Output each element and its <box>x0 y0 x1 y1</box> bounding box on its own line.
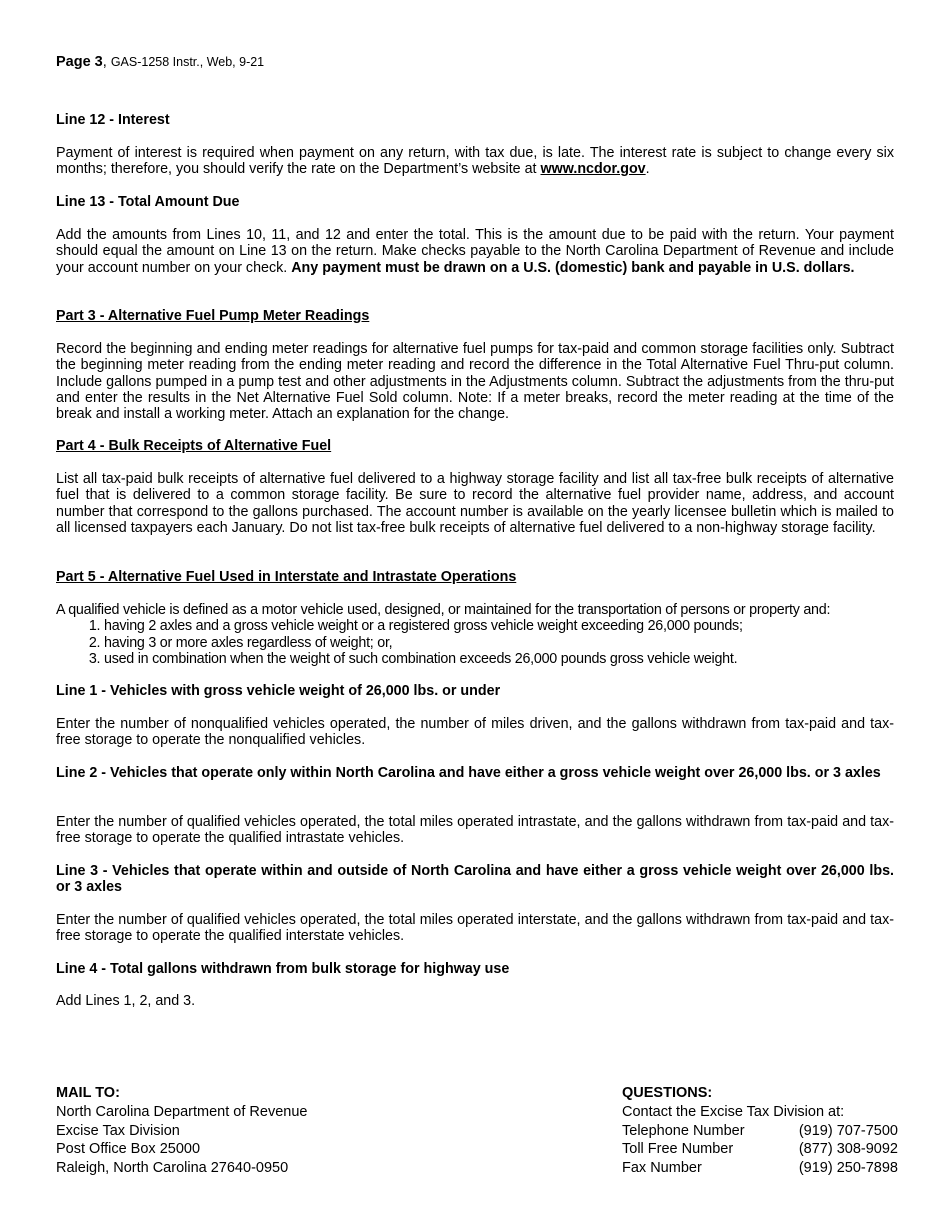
line12-heading: Line 12 - Interest <box>56 112 170 128</box>
contact-value: (877) 308-9092 <box>798 1141 898 1158</box>
mail-address-line: Post Office Box 25000 <box>56 1141 201 1158</box>
page-number: Page 3 <box>56 54 103 70</box>
p5-line3-heading: Line 3 - Vehicles that operate within and outside of North Carolina and have either a gross vehicle weight over 26,000 lbs. or 3 axles <box>56 863 894 896</box>
contact-label: Toll Free Number <box>622 1141 734 1158</box>
list-item: 2. having 3 or more axles regardless of weight; or, <box>104 635 894 651</box>
ncdor-website-link[interactable]: www.ncdor.gov <box>540 161 646 178</box>
contact-value: (919) 250-7898 <box>798 1160 898 1177</box>
mail-address-line: North Carolina Department of Revenue <box>56 1103 308 1120</box>
questions-heading: QUESTIONS: <box>622 1085 713 1101</box>
mail-address-line: Excise Tax Division <box>56 1122 180 1139</box>
questions-block <box>622 1084 898 1178</box>
questions-intro: Contact the Excise Tax Division at: <box>622 1103 845 1120</box>
mail-to-block <box>56 1084 307 1178</box>
part5-intro <box>56 602 894 667</box>
contact-value: (919) 707-7500 <box>798 1122 898 1139</box>
contact-label: Telephone Number <box>622 1122 745 1139</box>
line12-body: Payment of interest is required when payment on any return, with tax due, is late. The interest rate is subject to change every six months; therefore, you should verify the rate on the Department’s website at <box>56 145 894 178</box>
line13-text <box>56 227 894 276</box>
p5-line2-heading: Line 2 - Vehicles that operate only within North Carolina and have either a gross vehicle weight over 26,000 lbs. or 3 axles <box>56 765 881 781</box>
line12-end: . <box>645 161 650 178</box>
p5-line1-text: Enter the number of nonqualified vehicles operated, the number of miles driven, and the gallons withdrawn from tax-paid and tax-free storage to operate the nonqualified vehicles. <box>56 716 894 749</box>
document-id: GAS-1258 Instr., Web, 9-21 <box>110 55 265 69</box>
p5-line4-heading: Line 4 - Total gallons withdrawn from bulk storage for highway use <box>56 961 510 977</box>
part5-intro-text: A qualified vehicle is defined as a motor vehicle used, designed, or maintained for the transportation of persons or property and: <box>56 602 831 618</box>
part4-heading: Part 4 - Bulk Receipts of Alternative Fuel <box>56 438 332 454</box>
p5-line2-text: Enter the number of qualified vehicles operated, the total miles operated intrastate, and the gallons withdrawn from tax-paid and tax-free storage to operate the qualified intrastate vehicles. <box>56 814 894 847</box>
p5-line4-text: Add Lines 1, 2, and 3. <box>56 993 196 1009</box>
contact-label: Fax Number <box>622 1160 702 1177</box>
line13-body: Add the amounts from Lines 10, 11, and 12 and enter the total. This is the amount due to be paid with the return. Your payment should equal the amount on Line 13 on the return. Make checks payable to the North Carolina Department of Revenue and include your account number on your check. <box>56 227 894 276</box>
part5-heading: Part 5 - Alternative Fuel Used in Interstate and Intrastate Operations <box>56 569 517 585</box>
line13-bold-note: Any payment must be drawn on a U.S. (domestic) bank and payable in U.S. dollars. <box>291 259 855 276</box>
mail-to-heading: MAIL TO: <box>56 1085 120 1101</box>
qualified-vehicle-list <box>56 618 894 667</box>
list-item: 1. having 2 axles and a gross vehicle weight or a registered gross vehicle weight exceeding 26,000 pounds; <box>104 618 894 634</box>
contact-row-toll-free <box>622 1140 898 1159</box>
part3-text: Record the beginning and ending meter readings for alternative fuel pumps for tax-paid and common storage facilities only. Subtract the beginning meter reading from the ending meter reading and record the difference in the Total Alternative Fuel Thru-put column. Include gallons pumped in a pump test and other adjustments in the Adjustments column. Subtract the adjustments from the thru-put and enter the results in the Net Alternative Fuel Sold column. Note: If a meter breaks, record the meter reading at the time of the break and install a working meter. Attach an explanation for the change. <box>56 341 894 423</box>
page-header: Page 3, GAS-1258 Instr., Web, 9-21 <box>56 54 265 70</box>
part3-heading: Part 3 - Alternative Fuel Pump Meter Readings <box>56 308 370 324</box>
p5-line1-heading: Line 1 - Vehicles with gross vehicle weight of 26,000 lbs. or under <box>56 683 501 699</box>
p5-line3-text: Enter the number of qualified vehicles operated, the total miles operated interstate, and the gallons withdrawn from tax-paid and tax-free storage to operate the qualified interstate vehicles. <box>56 912 894 945</box>
line12-text <box>56 145 894 178</box>
mail-address-line: Raleigh, North Carolina 27640-0950 <box>56 1160 289 1177</box>
part4-text: List all tax-paid bulk receipts of alternative fuel delivered to a highway storage facility and list all tax-free bulk receipts of alternative fuel that is delivered to a common storage facility. Be sure to record the alternative fuel provider name, address, and account number that correspond to the gallons purchased. The account number is available on the yearly licensee bulletin which is mailed to all licensed taxpayers each January. Do not list tax-free bulk receipts of alternative fuel delivered to a non-highway storage facility. <box>56 471 894 536</box>
line13-heading: Line 13 - Total Amount Due <box>56 194 240 210</box>
contact-row-fax <box>622 1159 898 1178</box>
list-item: 3. used in combination when the weight of such combination exceeds 26,000 pounds gross vehicle weight. <box>104 651 894 667</box>
contact-row-telephone <box>622 1122 898 1141</box>
